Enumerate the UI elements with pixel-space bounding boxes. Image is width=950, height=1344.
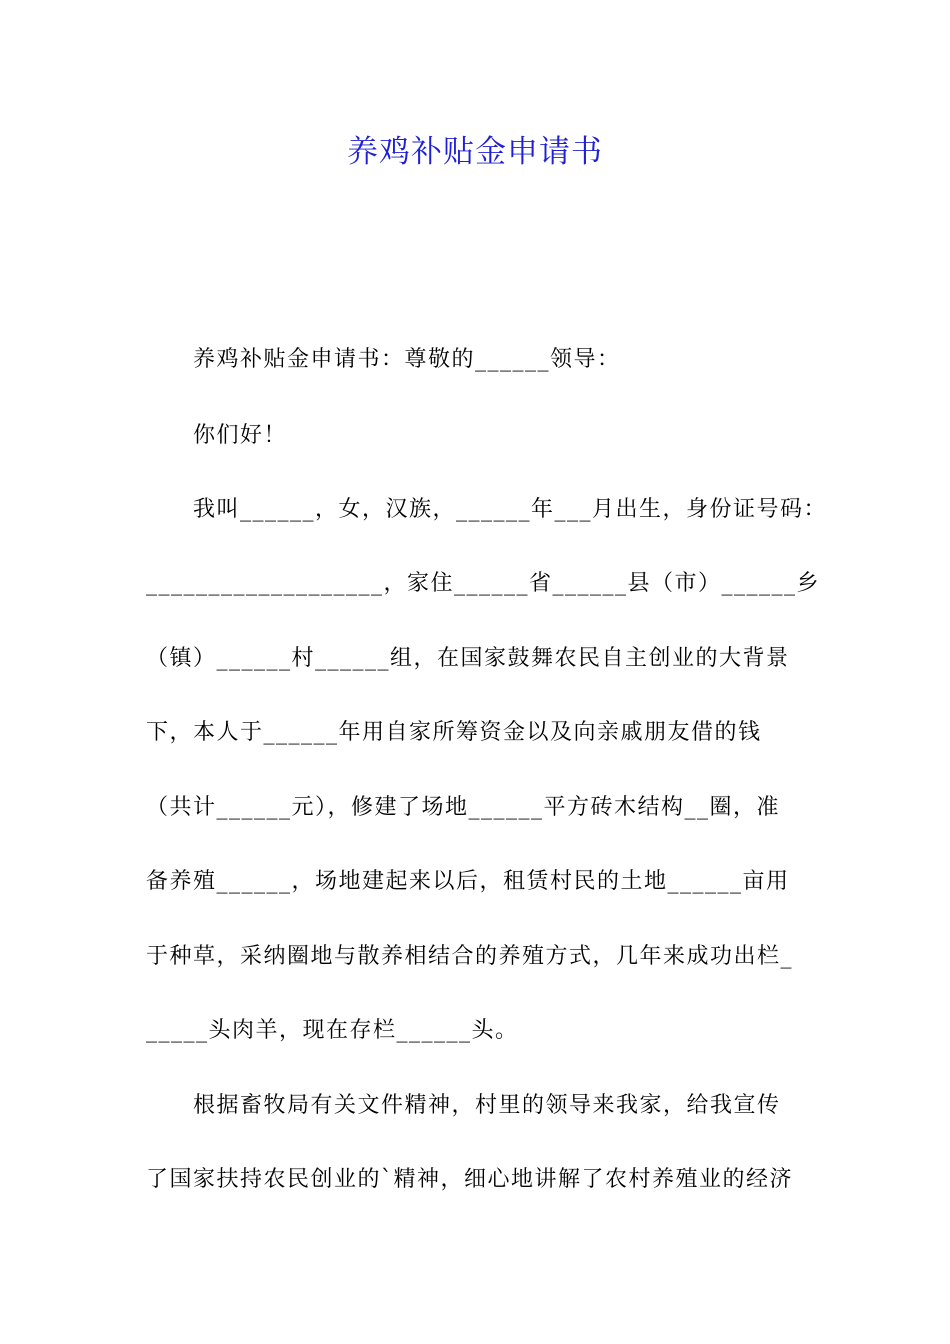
salutation-line: 养鸡补贴金申请书：尊敬的______领导： <box>193 347 621 372</box>
greeting-line: 你们好！ <box>193 423 288 448</box>
paragraph-line: 于种草，采纳圈地与散养相结合的养殖方式，几年来成功出栏_ <box>146 944 794 969</box>
paragraph-line: （镇）______村______组，在国家鼓舞农民自主创业的大背景 <box>146 646 790 671</box>
paragraph-line: 了国家扶持农民创业的`精神，细心地讲解了农村养殖业的经济 <box>146 1167 794 1192</box>
document-title: 养鸡补贴金申请书 <box>347 134 603 170</box>
paragraph-line: ___________________，家住______省______县（市）______乡 <box>146 571 821 596</box>
paragraph-line: 我叫______，女，汉族，______年___月出生，身份证号码： <box>193 497 828 522</box>
paragraph-line: （共计______元），修建了场地______平方砖木结构__圈，准 <box>146 795 781 820</box>
paragraph-line: 下，本人于______年用自家所筹资金以及向亲戚朋友借的钱 <box>146 720 762 745</box>
paragraph-line: _____头肉羊，现在存栏______头。 <box>146 1018 519 1043</box>
paragraph-line: 备养殖______，场地建起来以后，租赁村民的土地______亩用 <box>146 869 790 894</box>
paragraph-line: 根据畜牧局有关文件精神，村里的领导来我家，给我宣传 <box>193 1093 781 1118</box>
